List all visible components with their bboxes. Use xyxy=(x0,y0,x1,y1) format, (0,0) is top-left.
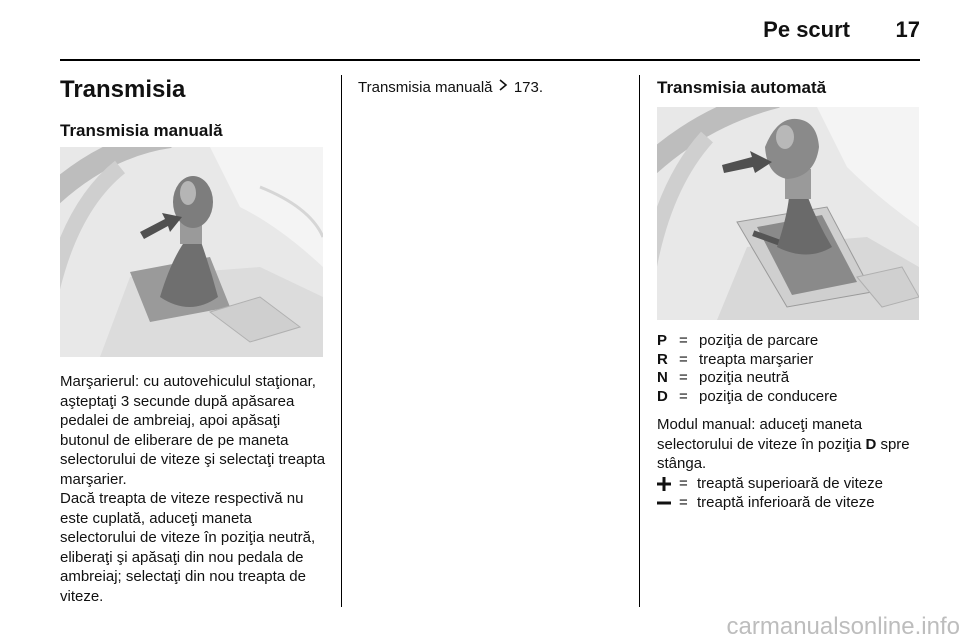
position-key: P xyxy=(657,332,668,349)
manual-transmission-heading: Transmisia manuală xyxy=(60,121,223,140)
position-row-p: P = poziţia de parcare xyxy=(657,332,819,349)
shift-row-down: = treaptă inferioară de viteze xyxy=(657,494,883,513)
column-divider-right xyxy=(639,75,640,607)
running-header-title: Pe scurt xyxy=(763,17,850,42)
shift-desc: treaptă superioară de viteze xyxy=(697,475,883,492)
page-number: 17 xyxy=(895,17,920,42)
column-divider-left xyxy=(341,75,342,607)
manual-mode-text-after: spre stânga. xyxy=(657,435,910,472)
reverse-gear-paragraph xyxy=(60,372,330,489)
shift-row-up: = treaptă superioară de viteze xyxy=(657,475,883,494)
reference-page[interactable]: 173. xyxy=(513,79,544,96)
shift-desc: treaptă inferioară de viteze xyxy=(697,493,875,511)
page-reference-icon xyxy=(499,78,508,98)
reverse-gear-text: Marşarierul: cu autovehiculul staţionar, aşteptaţi 3 secunde după apăsarea pedalei de ambreiaj, apoi apăsaţi butonul de eliberare de pe maneta selectorului de viteze şi selectaţi treapta marşarier. xyxy=(60,373,326,488)
automatic-transmission-heading: Transmisia automată xyxy=(657,78,827,97)
gear-not-engaged-paragraph xyxy=(60,489,330,606)
reference-text: Transmisia manuală xyxy=(358,79,493,96)
automatic-selector-illustration xyxy=(657,107,919,320)
manual-mode-paragraph xyxy=(657,415,932,474)
manual-mode-text-before: Modul manual: aduceţi maneta selectorului de viteze în poziţia xyxy=(657,416,866,453)
position-key: R xyxy=(657,350,668,368)
shift-list xyxy=(657,475,883,512)
plus-icon xyxy=(657,475,679,494)
position-desc: treapta marşarier xyxy=(699,350,814,368)
position-row-n: N = poziţia neutră xyxy=(657,369,790,386)
position-desc: poziţia de conducere xyxy=(699,387,838,405)
position-desc: poziţia de parcare xyxy=(699,332,819,349)
header-rule xyxy=(60,59,920,61)
manual-mode-position: D xyxy=(865,435,877,453)
position-key: N xyxy=(657,369,668,386)
minus-icon xyxy=(657,494,679,513)
selector-positions-list xyxy=(657,332,837,406)
position-desc: poziţia neutră xyxy=(699,369,790,386)
position-key: D xyxy=(657,387,668,405)
watermark: carmanualsonline.info xyxy=(726,613,960,640)
manual-gearshift-illustration xyxy=(60,147,323,357)
section-heading: Transmisia xyxy=(60,76,186,103)
gear-not-engaged-text: Dacă treapta de viteze respectivă nu este cuplată, aduceţi maneta selectorului de viteze în poziţia neutră, eliberaţi şi apăsaţi din nou pedala de ambreiaj; selectaţi din nou treapta de viteze. xyxy=(60,490,316,605)
position-row-r: R = treapta marşarier xyxy=(657,350,814,368)
position-row-d: D = poziţia de conducere xyxy=(657,387,838,405)
manual-transmission-reference xyxy=(358,78,628,98)
